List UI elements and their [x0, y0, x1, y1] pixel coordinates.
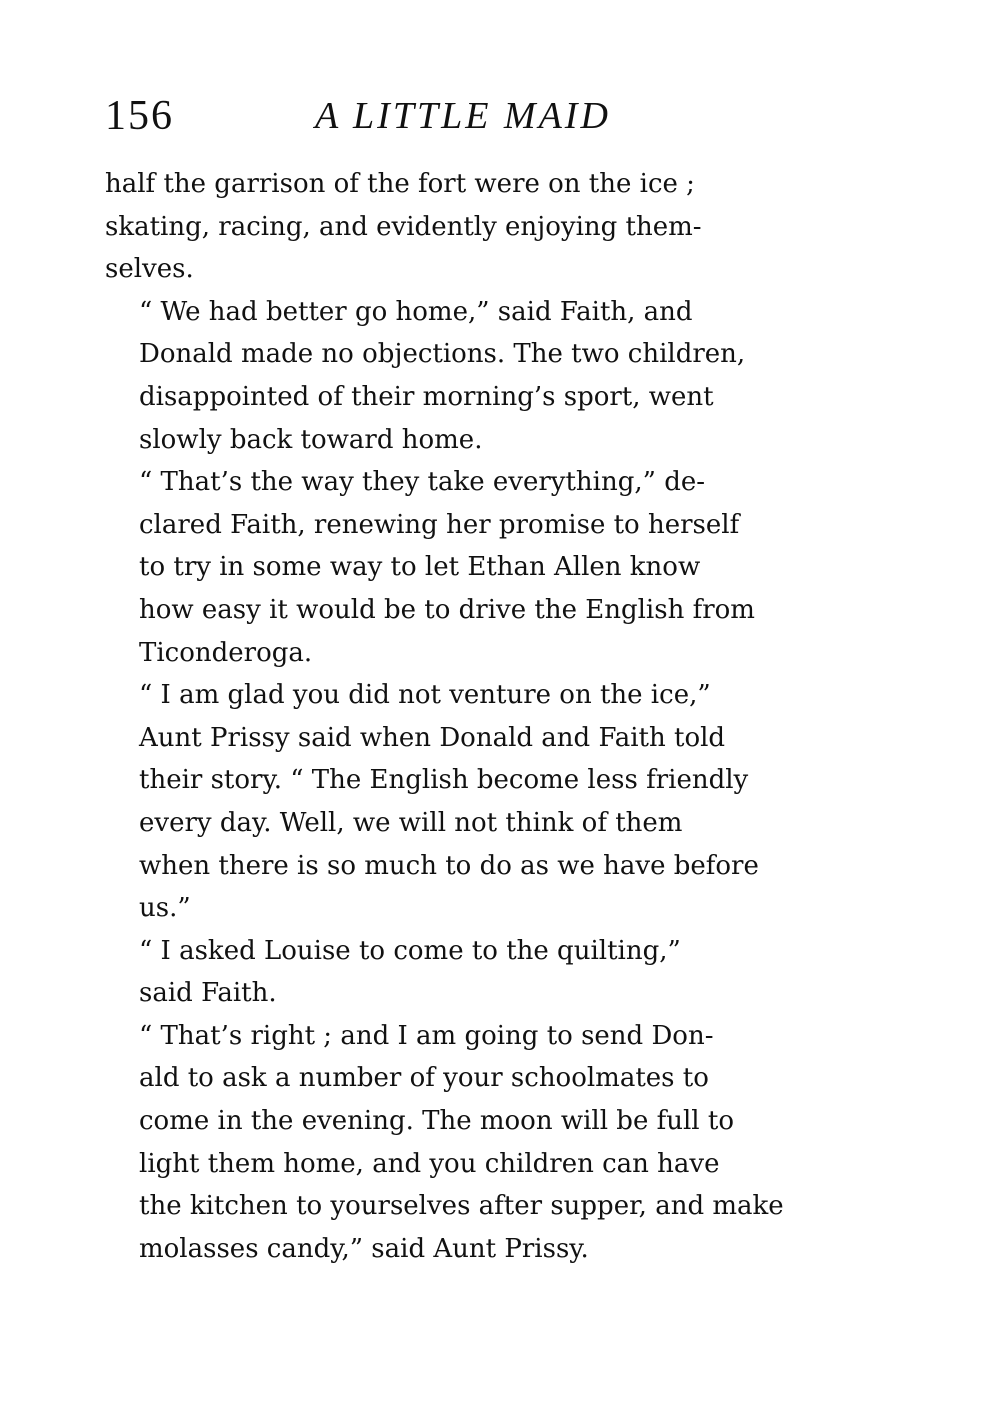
text-line: come in the evening. The moon will be full to: [139, 1106, 734, 1137]
text-line: us.”: [139, 893, 191, 924]
text-line: “ We had better go home,” said Faith, and: [139, 296, 693, 327]
text-line: “ I am glad you did not venture on the ice,”: [139, 680, 711, 711]
text-line: molasses candy,” said Aunt Prissy.: [139, 1233, 589, 1264]
paragraph: [105, 163, 869, 291]
text-line: said Faith.: [139, 978, 277, 1009]
page-header: [105, 88, 875, 148]
text-line: selves.: [105, 254, 194, 285]
text-line: every day. Well, we will not think of them: [139, 807, 683, 838]
text-line: slowly back toward home.: [139, 424, 483, 455]
page-number: 156: [105, 93, 174, 139]
text-line: clared Faith, renewing her promise to herself: [139, 509, 740, 540]
text-line: skating, racing, and evidently enjoying them-: [105, 211, 702, 242]
text-line: ald to ask a number of your schoolmates to: [139, 1063, 709, 1094]
paragraph: [105, 674, 869, 930]
text-line: Ticonderoga.: [139, 637, 313, 668]
text-line: light them home, and you children can have: [139, 1148, 720, 1179]
text-line: “ That’s right ; and I am going to send Don-: [139, 1020, 714, 1051]
paragraph: [105, 291, 869, 461]
text-line: how easy it would be to drive the English from: [139, 594, 755, 625]
text-line: “ That’s the way they take everything,” de-: [139, 467, 706, 498]
text-line: half the garrison of the fort were on the ice ;: [105, 169, 695, 199]
text-line: when there is so much to do as we have before: [139, 850, 759, 881]
text-line: to try in some way to let Ethan Allen know: [139, 552, 701, 583]
paragraph: [105, 930, 869, 1015]
paragraph: [105, 1015, 869, 1271]
text-line: “ I asked Louise to come to the quilting,”: [139, 935, 681, 966]
text-line: Aunt Prissy said when Donald and Faith told: [139, 722, 726, 753]
paragraph: [105, 461, 869, 674]
body-text: [105, 163, 869, 1270]
text-line: disappointed of their morning’s sport, went: [139, 381, 714, 412]
text-line: the kitchen to yourselves after supper, and make: [139, 1191, 784, 1222]
text-line: their story. “ The English become less friendly: [139, 765, 749, 796]
running-title: A LITTLE MAID: [315, 95, 611, 137]
text-line: Donald made no objections. The two children,: [139, 339, 746, 370]
